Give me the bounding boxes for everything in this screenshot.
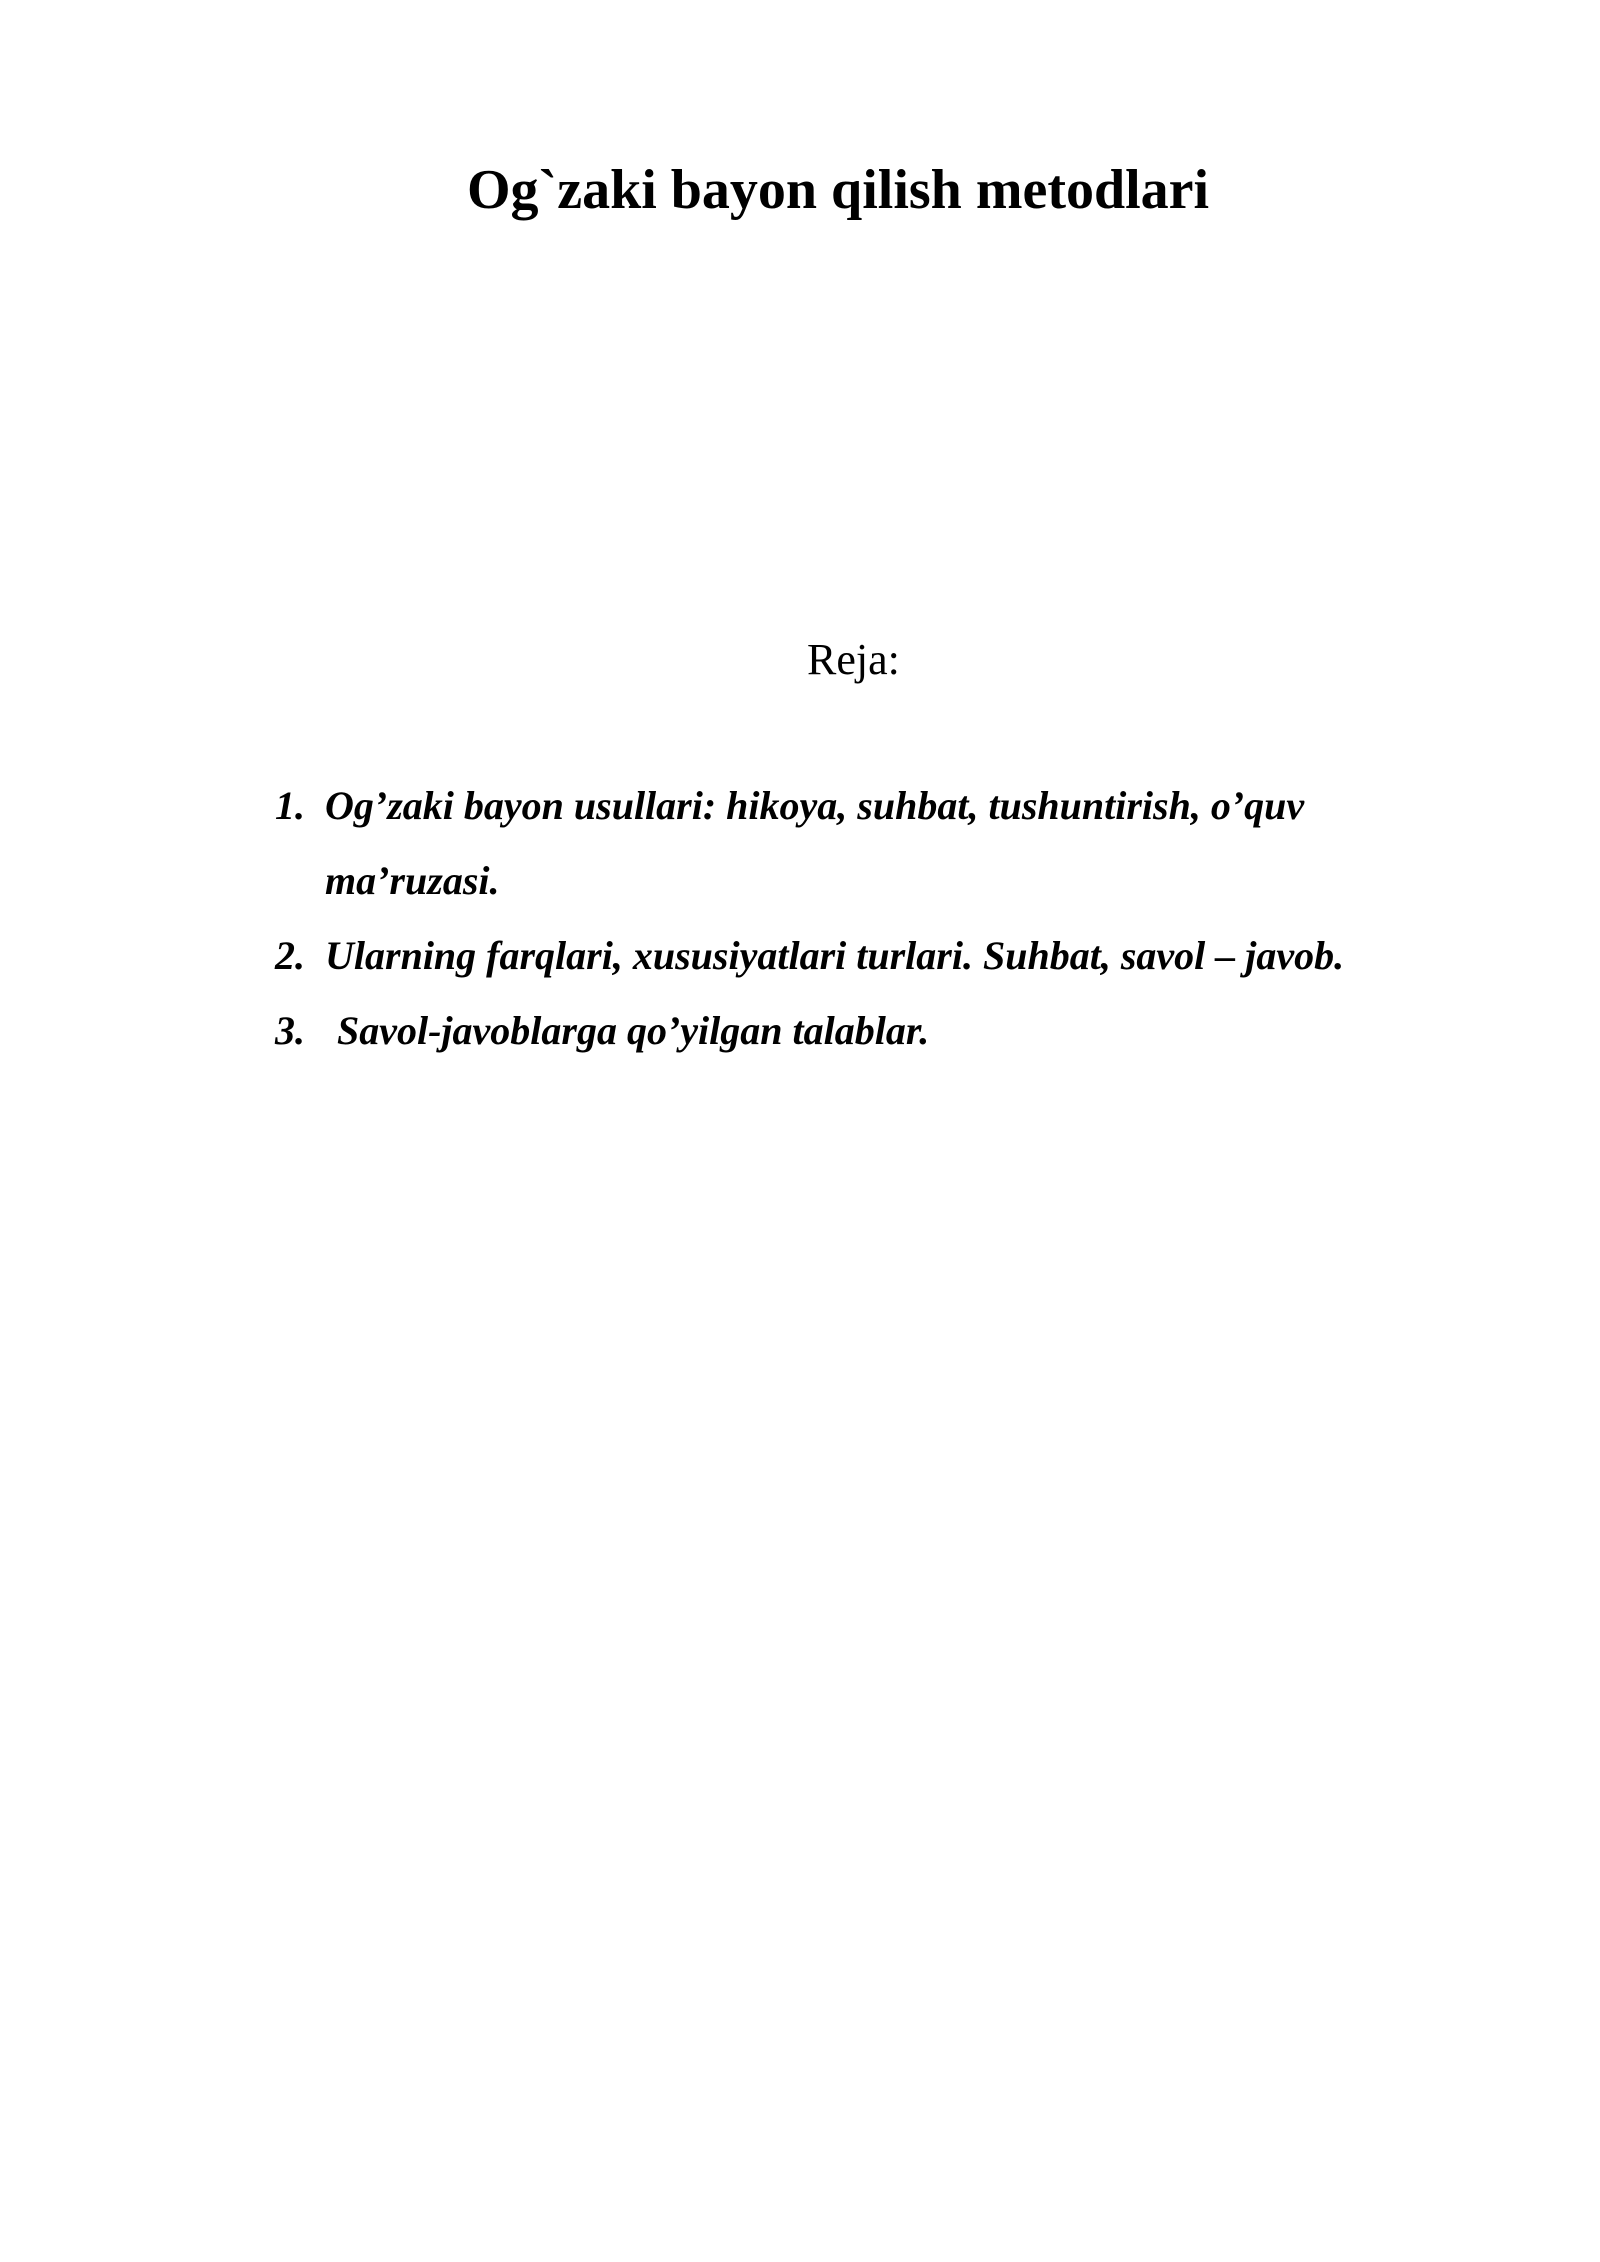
plan-item-number: 1. xyxy=(275,783,305,828)
plan-item-text: Savol-javoblarga qo’yilgan talablar. xyxy=(337,1008,930,1053)
plan-item-number: 3. xyxy=(275,1008,305,1053)
plan-list xyxy=(275,768,1445,1068)
document-title: Og`zaki bayon qilish metodlari xyxy=(467,159,1210,221)
plan-item xyxy=(275,918,1445,993)
title-container xyxy=(0,150,1600,230)
plan-item-text: Og’zaki bayon usullari: hikoya, suhbat, tushuntirish, o’quv ma’ruzasi. xyxy=(325,783,1305,903)
plan-item xyxy=(275,768,1445,918)
plan-item xyxy=(275,993,1445,1068)
plan-heading: Reja: xyxy=(807,635,900,684)
plan-item-number: 2. xyxy=(275,933,305,978)
plan-item-text: Ularning farqlari, xususiyatlari turlari. Suhbat, savol – javob. xyxy=(325,933,1345,978)
